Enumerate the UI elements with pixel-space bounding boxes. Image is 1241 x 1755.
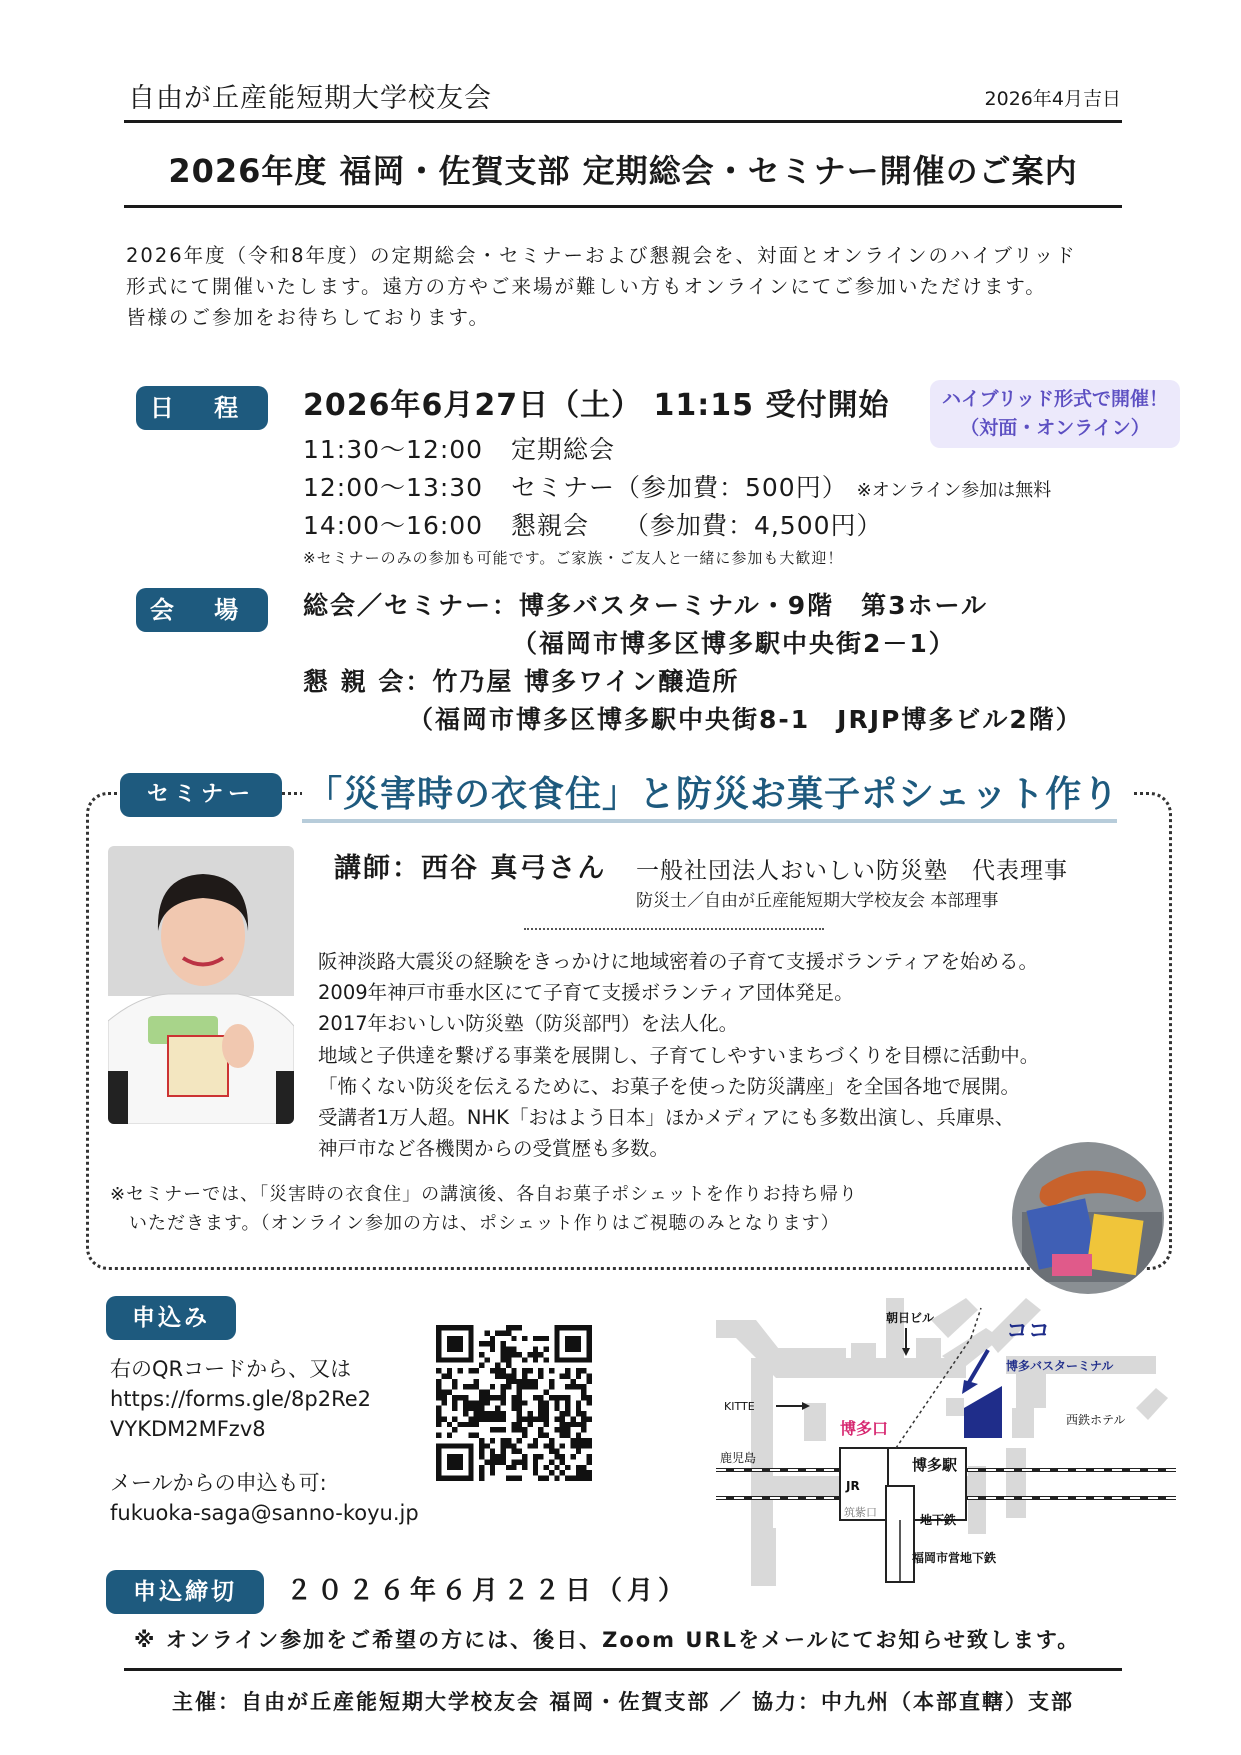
schedule-time: 12:00～13:30	[303, 473, 484, 502]
schedule-row	[303, 430, 615, 466]
map-label-asahi: 朝日ビル	[886, 1311, 935, 1325]
bio-line: 2017年おいしい防災塾（防災部門）を法人化。	[318, 1012, 739, 1036]
map-label-nishitetsu: 西鉄ホテル	[1066, 1413, 1126, 1427]
lecturer-name: 講師：西谷 真弓さん	[334, 853, 607, 884]
access-map	[716, 1298, 1176, 1586]
venue-line: 懇 親 会：竹乃屋 博多ワイン醸造所	[303, 667, 740, 696]
map-label-busterminal: 博多バスターミナル	[1006, 1359, 1114, 1373]
hybrid-line: ハイブリッド形式で開催！	[942, 388, 1168, 410]
email-apply	[110, 1468, 419, 1528]
page-title: 2026年度 福岡・佐賀支部 定期総会・セミナー開催のご案内	[168, 152, 1078, 190]
form-link[interactable]: VYKDM2MFzv8	[110, 1417, 266, 1441]
intro-line: 2026年度（令和8年度）の定期総会・セミナーおよび懇親会を、対面とオンラインのハイブリッド	[126, 244, 1077, 267]
divider	[124, 205, 1122, 208]
note-line: いただきます。（オンライン参加の方は、ポシェット作りはご視聴のみとなります）	[110, 1213, 840, 1234]
hybrid-line: （対面・オンライン）	[960, 417, 1150, 439]
schedule-label: 定期総会	[511, 435, 616, 464]
hybrid-badge	[930, 380, 1180, 448]
venue-line: 総会／セミナー：博多バスターミナル・9階 第3ホール	[303, 591, 989, 620]
bio-line: 神戸市など各機関からの受賞歴も多数。	[318, 1137, 670, 1161]
host-info: 主催：自由が丘産能短期大学校友会 福岡・佐賀支部 ／ 協力：中九州（本部直轄）支部	[172, 1690, 1074, 1714]
bio-line: 受講者1万人超。NHK「おはよう日本」ほかメディアにも多数出演し、兵庫県、	[318, 1106, 1015, 1130]
bio-line: 阪神淡路大震災の経験をきっかけに地域密着の子育て支援ボランティアを始める。	[318, 950, 1038, 973]
bio-line: 2009年神戸市垂水区にて子育て支援ボランティア団体発足。	[318, 981, 854, 1005]
seminar-badge: セミナー	[120, 773, 282, 817]
form-link[interactable]: https://forms.gle/8p2Re2	[110, 1387, 371, 1411]
intro-line: 皆様のご参加をお待ちしております。	[126, 306, 490, 329]
schedule-row	[303, 506, 883, 542]
lecturer-bio	[318, 946, 1148, 1164]
intro-text	[126, 240, 1126, 333]
online-note: ※ オンライン参加をご希望の方には、後日、Zoom URLをメールにてお知らせ致します。	[134, 1628, 1081, 1652]
map-label-subway-full: 福岡市営地下鉄	[912, 1551, 997, 1565]
map-label-station: 博多駅	[912, 1456, 958, 1474]
map-label-jr: JR	[846, 1479, 860, 1493]
event-date: 2026年6月27日（土） 11:15 受付開始	[303, 388, 890, 423]
schedule-time: 11:30～12:00	[303, 435, 484, 464]
map-label-hakataguchi: 博多口	[840, 1419, 889, 1438]
bio-line: 地域と子供達を繋げる事業を展開し、子育てしやすいまちづくりを目標に活動中。	[318, 1043, 1040, 1067]
apply-badge: 申込み	[106, 1296, 236, 1340]
snack-pouch-photo	[1012, 1142, 1164, 1294]
schedule-label: セミナー（参加費：500円）	[511, 473, 848, 502]
divider	[124, 1668, 1122, 1671]
bio-line: 「怖くない防災を伝えるために、お菓子を使った防災講座」を全国各地で展開。	[318, 1074, 1021, 1098]
note-line: ※セミナーでは、「災害時の衣食住」の講演後、各自お菓子ポシェットを作りお持ち帰り	[110, 1184, 858, 1205]
map-label-kagoshima: 鹿児島	[720, 1451, 757, 1465]
venue-address: （福岡市博多区博多駅中央街2－1）	[512, 629, 956, 658]
venue-address: （福岡市博多区博多駅中央街8-1 JRJP博多ビル2階）	[408, 705, 1083, 734]
divider	[524, 928, 824, 930]
seminar-title: 「災害時の衣食住」と防災お菓子ポシェット作り	[302, 766, 1133, 817]
seminar-note	[110, 1180, 858, 1238]
intro-line: 形式にて開催いたします。遠方の方やご来場が難しい方もオンラインにてご参加いただけます。	[126, 275, 1047, 298]
email-link[interactable]: fukuoka-saga@sanno-koyu.jp	[110, 1501, 419, 1525]
schedule-time: 14:00～16:00	[303, 511, 484, 540]
map-label-here: ココ	[1006, 1319, 1051, 1344]
lecturer-photo	[108, 846, 294, 1124]
lecturer-role: 防災士／自由が丘産能短期大学校友会 本部理事	[636, 891, 999, 911]
schedule-footnote: ※セミナーのみの参加も可能です。ご家族・ご友人と一緒に参加も大歓迎！	[303, 549, 844, 567]
deadline-date: ２０２６年６月２２日（月）	[286, 1576, 690, 1606]
schedule-row	[303, 468, 1051, 504]
lecturer-role: 一般社団法人おいしい防災塾 代表理事	[636, 858, 1068, 884]
map-label-subway: 地下鉄	[920, 1513, 957, 1527]
issue-date: 2026年4月吉日	[984, 88, 1121, 110]
organization-name: 自由が丘産能短期大学校友会	[128, 83, 492, 114]
deadline-badge: 申込締切	[106, 1570, 264, 1614]
schedule-note: ※オンライン参加は無料	[856, 480, 1052, 501]
schedule-label: 懇親会 （参加費：4,500円）	[511, 511, 883, 540]
qr-code[interactable]	[436, 1325, 592, 1481]
map-label-chikushi: 筑紫口	[844, 1506, 877, 1519]
title-underline	[302, 819, 1117, 823]
apply-text	[110, 1354, 371, 1444]
schedule-badge: 日 程	[136, 386, 268, 430]
map-label-kitte: KITTE	[724, 1400, 755, 1413]
divider	[124, 120, 1122, 123]
venue-badge: 会 場	[136, 588, 268, 632]
apply-line: 右のQRコードから、又は	[110, 1357, 352, 1381]
apply-line: メールからの申込も可:	[110, 1471, 327, 1495]
